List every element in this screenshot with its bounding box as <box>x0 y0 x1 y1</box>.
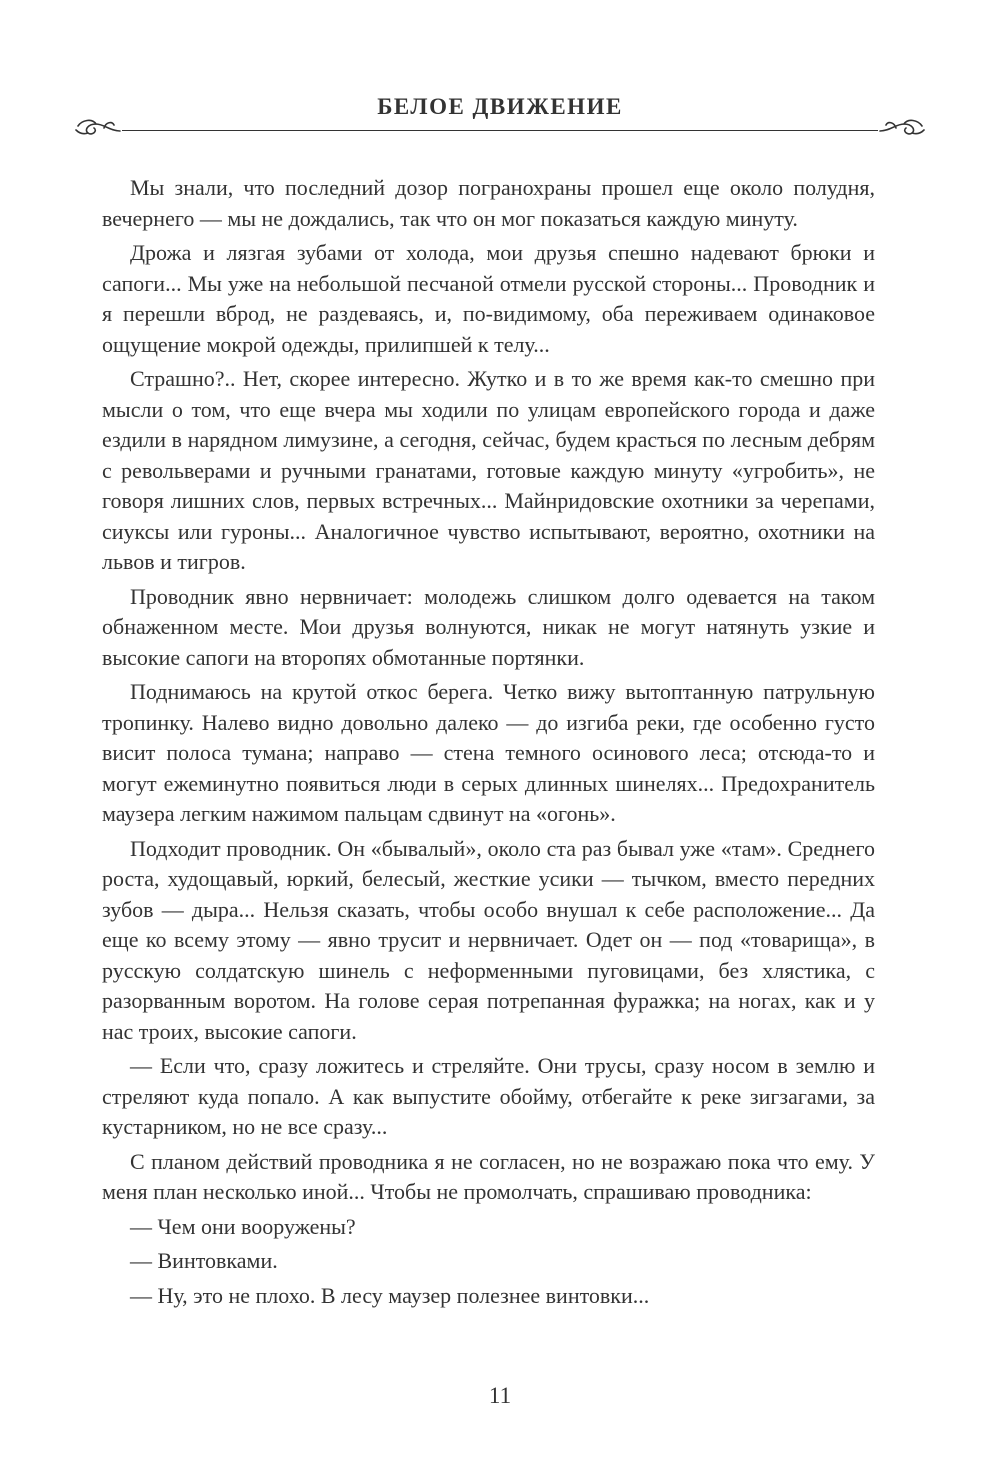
paragraph: Дрожа и лязгая зубами от холода, мои друзья спешно надевают брюки и сапоги... Мы уже на небольшой песчаной отмели русской стороны... Проводник и я перешли вброд, не раздеваясь, и, по-видимому, оба переживаем одинаковое ощущение мокрой одежды, прилипшей к телу... <box>102 240 875 357</box>
page-number: 11 <box>488 1383 512 1408</box>
paragraph: Подходит проводник. Он «бывалый», около ста раз бывал уже «там». Среднего роста, худощавый, юркий, белесый, жесткие усики — тычком, вместо передних зубов — дыра... Нельзя сказать, чтобы особо внушал к себе расположение... Да еще ко всему этому — явно трусит и нервничает. Одет он — под «товарища», в русскую солдатскую шинель с неформенными пуговицами, без хлястика, с разорванным воротом. На голове серая потрепанная фуражка; на ногах, как и у нас троих, высокие сапоги. <box>102 835 875 1044</box>
paragraph: Проводник явно нервничает: молодежь слишком долго одевается на таком обнаженном месте. Мои друзья волнуются, никак не могут натянуть узкие и высокие сапоги на второпях обмотанные портянки. <box>102 583 875 670</box>
body-text <box>102 173 875 1315</box>
paragraph: — Ну, это не плохо. В лесу маузер полезнее винтовки... <box>130 1282 650 1308</box>
paragraph: — Винтовками. <box>130 1248 278 1273</box>
flourish-ornament-right-icon <box>878 116 926 138</box>
paragraph: Поднимаюсь на крутой откос берега. Четко вижу вытоптанную патрульную тропинку. Налево видно довольно далеко — до изгиба реки, где особенно густо висит полоса тумана; направо — стена темного осинового леса; отсюда-то и могут ежеминутно появиться люди в серых длинных шинелях... Предохранитель маузера легким нажимом пальцам сдвинут на «огонь». <box>102 679 875 826</box>
paragraph: Мы знали, что последний дозор погранохраны прошел еще около полудня, вечернего — мы не дождались, так что он мог показаться каждую минуту. <box>102 175 875 231</box>
header-title: БЕЛОЕ ДВИЖЕНИЕ <box>377 94 623 119</box>
paragraph: — Если что, сразу ложитесь и стреляйте. Они трусы, сразу носом в землю и стреляют куда попало. А как выпустите обойму, отбегайте к реке зигзагами, за кустарником, но не все сразу... <box>102 1053 875 1139</box>
paragraph: С планом действий проводника я не согласен, но не возражаю пока что ему. У меня план несколько иной... Чтобы не промолчать, спрашиваю проводника: <box>102 1148 875 1204</box>
running-header <box>80 92 920 142</box>
paragraph: — Чем они вооружены? <box>130 1213 356 1239</box>
paragraph: Страшно?.. Нет, скорее интересно. Жутко и в то же время как-то смешно при мысли о том, что еще вчера мы ходили по улицам европейского города и даже ездили в нарядном лимузине, а сегодня, сейчас, будем красться по лесным дебрям с револьверами и ручными гранатами, готовые каждую минуту «угробить», не говоря лишних слов, первых встречных... Майнридовские охотники за черепами, сиуксы или гуроны... Аналогичное чувство испытывают, вероятно, охотники на львов и тигров. <box>102 366 875 574</box>
header-rule <box>122 130 878 131</box>
